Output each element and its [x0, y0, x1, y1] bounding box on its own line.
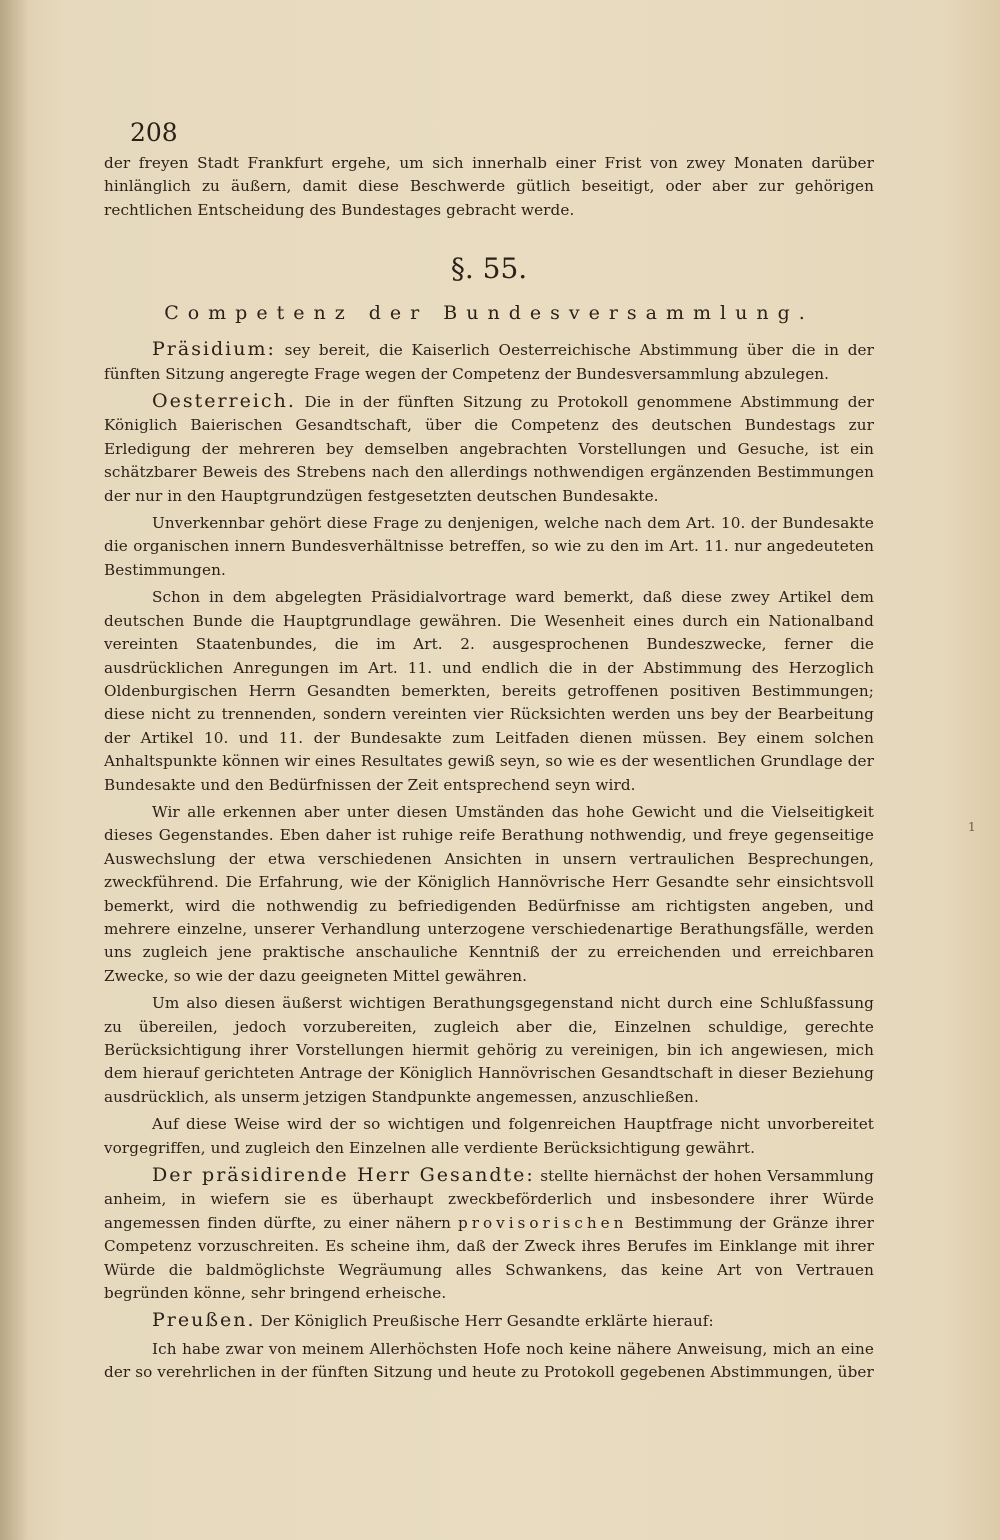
paragraph-oesterreich: [104, 390, 874, 508]
intro-paragraph: der freyen Stadt Frankfurt ergehe, um sich innerhalb einer Frist von zwey Monaten darüber hinlänglich zu äußern, damit diese Beschwerde gütlich beseitigt, oder aber zur gehörigen rechtlichen Entscheidung des Bundestages gebracht werde.: [104, 154, 874, 219]
paragraph-preussen: [104, 1309, 874, 1333]
paragraph-text: Bestimmung der Gränze ihrer Competenz vorzuschreiten. Es scheine ihm, daß der Zweck ihres Berufes im Einklange mit ihrer Würde die baldmöglichste Wegräumung alles Schwankens, das keine Art von Vertrauen begründen könne, sehr bringend erheische.: [104, 1213, 874, 1303]
paragraph: Auf diese Weise wird der so wichtigen und folgenreichen Hauptfrage nicht unvorbereitet vorgegriffen, und zugleich den Einzelnen alle verdiente Berücksichtigung gewährt.: [104, 1115, 874, 1157]
speaker-praesidium: Präsidium:: [152, 338, 276, 361]
paragraph: Schon in dem abgelegten Präsidialvortrage ward bemerkt, daß diese zwey Artikel dem deutschen Bunde die Hauptgrundlage gewähren. Die Wesenheit eines durch ein Nationalband vereinten Staatenbundes, die im Art. 2. ausgesprochenen Bundeszwecke, ferner die ausdrücklichen Anregungen im Art. 11. und endlich die in der Abstimmung des Herzoglich Oldenburgischen Herrn Gesandten bemerkten, bereits getroffenen positiven Bestimmungen; diese nicht zu trennenden, sondern vereinten vier Rücksichten werden uns bey der Bearbeitung der Artikel 10. und 11. der Bundesakte zum Leitfaden dienen müssen. Bey einem solchen Anhaltspunkte können wir eines Resultates gewiß seyn, so wie es der wesentlichen Grundlage der Bundesakte und den Bedürfnissen der Zeit entsprechend seyn wird.: [104, 588, 874, 794]
paragraph-text: Die in der fünften Sitzung zu Protokoll genommene Abstimmung der Königlich Baierischen Gesandtschaft, über die Competenz des deutschen Bundestags zur Erledigung der mehreren bey demselben angebrachten Vorstellungen und Gesuche, ist ein schätzbarer Beweis des Strebens nach den allerdings nothwendigen ergänzenden Bestimmungen der nur in den Hauptgrundzügen festgesetzten deutschen Bundesakte.: [104, 393, 874, 505]
paragraph: Um also diesen äußerst wichtigen Berathungsgegenstand nicht durch eine Schlußfassung zu übereilen, jedoch vorzubereiten, zugleich aber die, Einzelnen schuldige, gerechte Berücksichtigung ihrer Vorstellungen hiermit gehörig zu vereinigen, bin ich angewiesen, mich dem hierauf gerichteten Antrage der Königlich Hannövrischen Gesandtschaft in dieser Beziehung ausdrücklich, als unserm jetzigen Standpunkte angemessen, anzuschließen.: [104, 994, 874, 1106]
speaker-oesterreich: Oesterreich.: [152, 390, 296, 413]
paragraph: Wir alle erkennen aber unter diesen Umständen das hohe Gewicht und die Vielseitigkeit dieses Gegenstandes. Eben daher ist ruhige reife Berathung nothwendig, und freye gegenseitige Auswechslung der etwa verschiedenen Ansichten in unsern vertraulichen Besprechungen, zweckführend. Die Erfahrung, wie der Königlich Hannövrische Herr Gesandte sehr einsichtsvoll bemerkt, wird die nothwendig zu befriedigenden Bedürfnisse am richtigsten angeben, und mehrere einzelne, unserer Verhandlung unterzogene verschiedenartige Berathungsfälle, werden uns zugleich jene praktische anschauliche Kenntniß der zu erreichenden und erreichbaren Zwecke, so wie der dazu geeigneten Mittel gewähren.: [104, 802, 874, 985]
speaker-praesidirender-gesandter: Der präsidirende Herr Gesandte:: [152, 1164, 535, 1187]
paragraph: Unverkennbar gehört diese Frage zu denjenigen, welche nach dem Art. 10. der Bundesakte die organischen innern Bundesverhältnisse betreffen, so wie zu den im Art. 11. nur angedeuteten Bestimmungen.: [104, 514, 874, 579]
page-number: 208: [130, 118, 178, 147]
paragraph-text: Der Königlich Preußische Herr Gesandte erklärte hierauf:: [255, 1312, 714, 1331]
section-number: §. 55.: [450, 252, 528, 286]
section-title: Competenz der Bundesversammlung.: [164, 302, 814, 325]
paragraph-praesidium: [104, 338, 874, 386]
page-content: [104, 118, 874, 1385]
paragraph-text: sey bereit, die Kaiserlich Oesterreichische Abstimmung über die in der fünften Sitzung angeregte Frage wegen der Competenz der Bundesversammlung abzulegen.: [104, 341, 874, 383]
binding-shadow: [0, 0, 28, 1540]
paragraph-praesidirender-gesandter: [104, 1164, 874, 1305]
paragraph: Ich habe zwar von meinem Allerhöchsten Hofe noch keine nähere Anweisung, mich an eine der so verehrlichen in der fünften Sitzung und heute zu Protokoll gegebenen Abstimmungen, über: [104, 1339, 874, 1382]
paragraph-text: stellte hiernächst der hohen Versammlung anheim, in wiefern sie es überhaupt zweckbeförderlich und insbesondere ihrer Würde angemessen finden dürfte, zu einer nähern: [104, 1167, 874, 1232]
margin-mark: 1: [968, 820, 976, 834]
speaker-preussen: Preußen.: [152, 1309, 256, 1332]
spaced-word: provisorischen: [457, 1213, 628, 1232]
